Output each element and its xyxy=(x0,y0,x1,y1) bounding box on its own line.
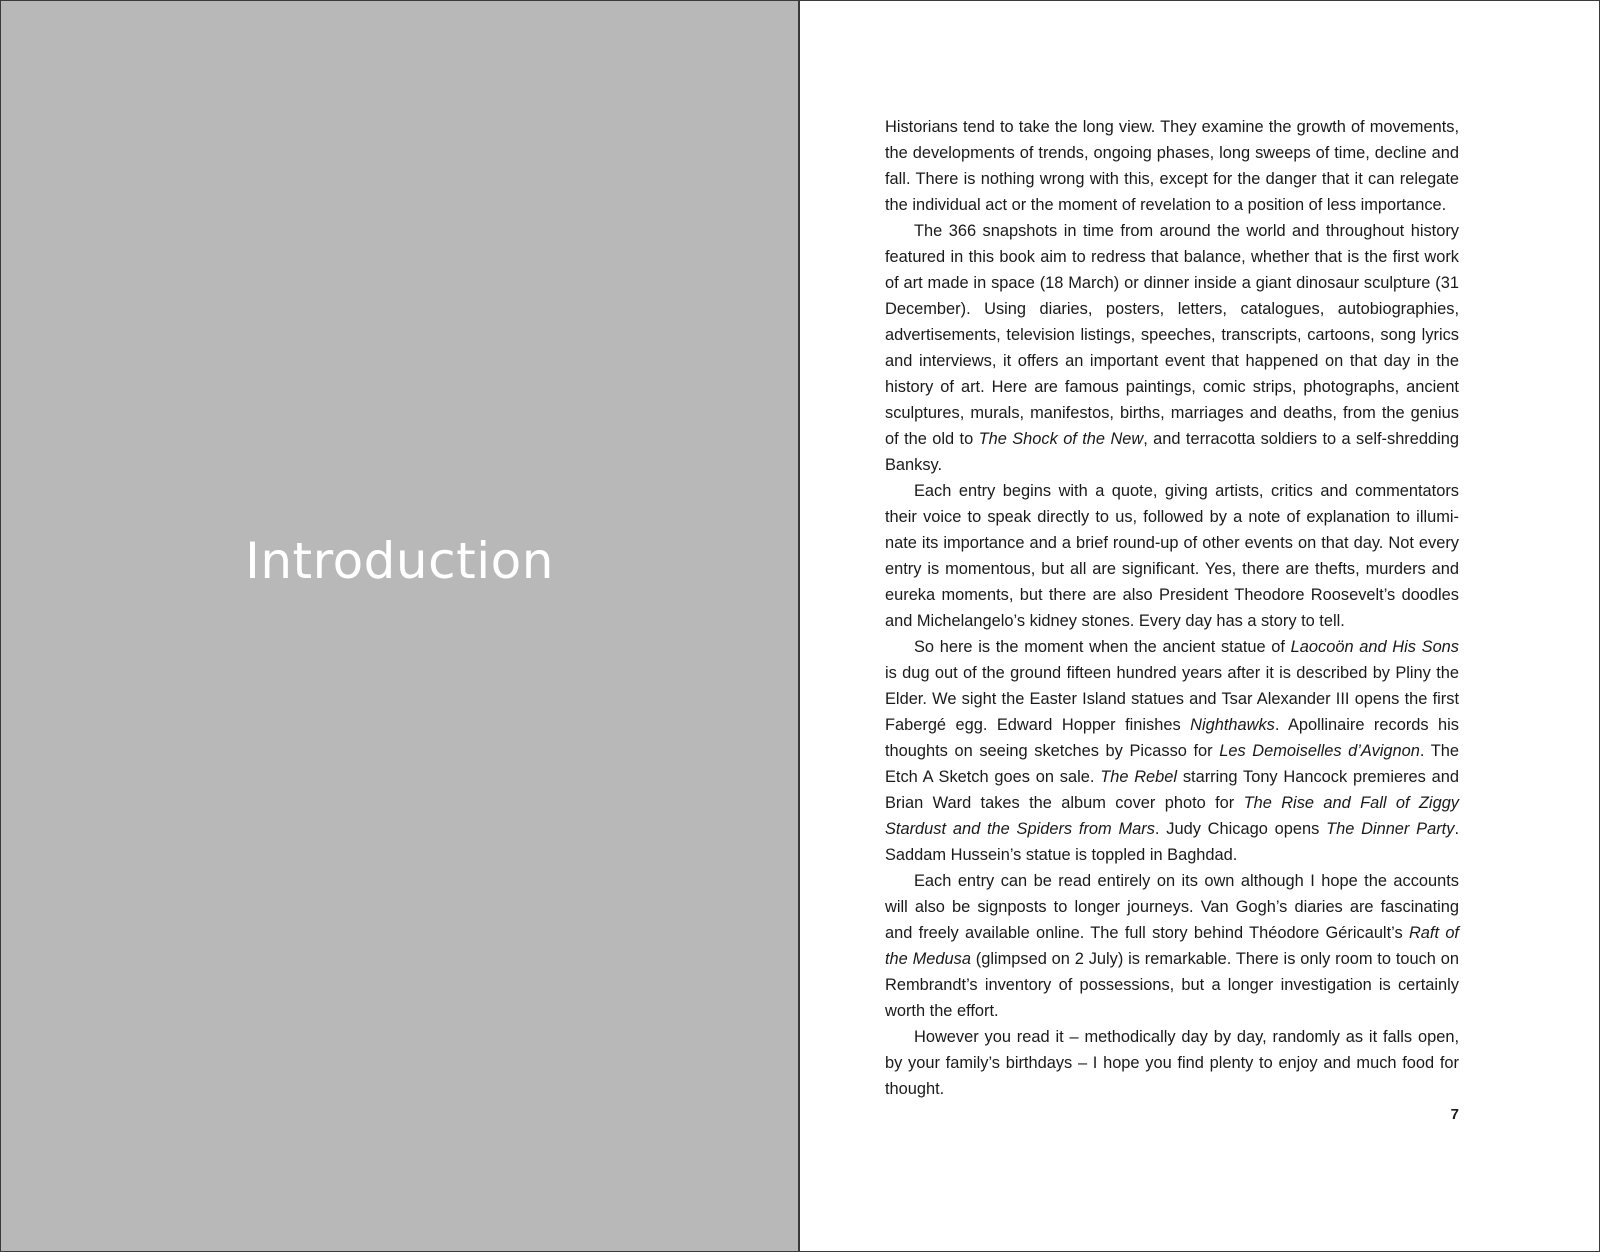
right-page xyxy=(800,1,1599,1251)
text-run: So here is the moment when the ancient statue of xyxy=(914,638,1291,656)
text-run: Historians tend to take the long view. They examine the growth of movements, the developments of trends, ongoing phases, long sweeps of time, decline and fall. There is nothing wrong with this, except for the danger that it can relegate the individual act or the moment of revelation to a position of less importance. xyxy=(885,118,1459,214)
italic-title: The Dinner Party xyxy=(1326,820,1455,838)
italic-title: Laocoön and His Sons xyxy=(1290,638,1459,656)
italic-title: Les Demoiselles d’Avignon xyxy=(1219,742,1420,760)
text-run: Each entry begins with a quote, giving artists, critics and commentators their voice to speak directly to us, followed by a note of explanation to illuminate its importance and a brief round-up of other events on that day. Not every entry is momentous, but all are significant. Yes, there are thefts, murders and eureka moments, but there are also President Theodore Roosevelt’s doodles and Michelangelo’s kidney stones. Every day has a story to tell. xyxy=(885,482,1459,630)
italic-title: The Rebel xyxy=(1100,768,1178,786)
italic-title: Raft of the Medusa xyxy=(885,924,1459,968)
text-run: starring Tony Hancock premieres and Brian Ward takes the album cover photo for xyxy=(885,768,1459,812)
paragraph xyxy=(885,218,1459,478)
paragraph xyxy=(885,634,1459,868)
body-text xyxy=(885,114,1459,1102)
section-title: Introduction xyxy=(245,532,554,590)
text-run: Each entry can be read entirely on its own although I hope the accounts will also be signposts to longer journeys. Van Gogh’s diaries are fascinating and freely available online. The full story behind Théodore Géricault’s xyxy=(885,872,1459,942)
text-run: . Saddam Hussein’s statue is toppled in Baghdad. xyxy=(885,820,1459,864)
paragraph xyxy=(885,114,1459,218)
text-run: . The Etch A Sketch goes on sale. xyxy=(885,742,1459,786)
paragraph xyxy=(885,1024,1459,1102)
italic-title: The Shock of the New xyxy=(978,430,1144,448)
text-run: (glimpsed on 2 July) is remarkable. There is only room to touch on Rembrandt’s inventory of possessions, but a longer investigation is certainly worth the effort. xyxy=(885,950,1459,1020)
text-run: However you read it – methodically day by day, randomly as it falls open, by your family’s birthdays – I hope you find plenty to enjoy and much food for thought. xyxy=(885,1028,1459,1098)
text-run: . Apollinaire records his thoughts on seeing sketches by Picasso for xyxy=(885,716,1459,760)
italic-title: The Rise and Fall of Ziggy Stardust and the Spiders from Mars xyxy=(885,794,1459,838)
paragraph xyxy=(885,868,1459,1024)
text-run: . Judy Chicago opens xyxy=(1154,820,1327,838)
text-run: , and terracotta soldiers to a self-shredding Banksy. xyxy=(885,430,1459,474)
text-run: is dug out of the ground fifteen hundred years after it is described by Pliny the Elder. We sight the Easter Island statues and Tsar Alexander III opens the first Fabergé egg. Edward Hopper finishes xyxy=(885,664,1459,734)
paragraph xyxy=(885,478,1459,634)
page-number: 7 xyxy=(1450,1106,1459,1123)
text-run: The 366 snapshots in time from around the world and throughout history featured in this book aim to redress that balance, whether that is the first work of art made in space (18 March) or dinner inside a giant dinosaur sculpture (31 December). Using diaries, posters, letters, catalogues, autobiographies, advertisements, television listings, speeches, transcripts, cartoons, song lyrics and interviews, it offers an important event that happened on that day in the history of art. Here are famous paintings, comic strips, photographs, ancient sculptures, murals, manifestos, births, marriages and deaths, from the genius of the old to xyxy=(885,222,1459,448)
left-page xyxy=(1,1,800,1251)
italic-title: Nighthawks xyxy=(1190,716,1275,734)
